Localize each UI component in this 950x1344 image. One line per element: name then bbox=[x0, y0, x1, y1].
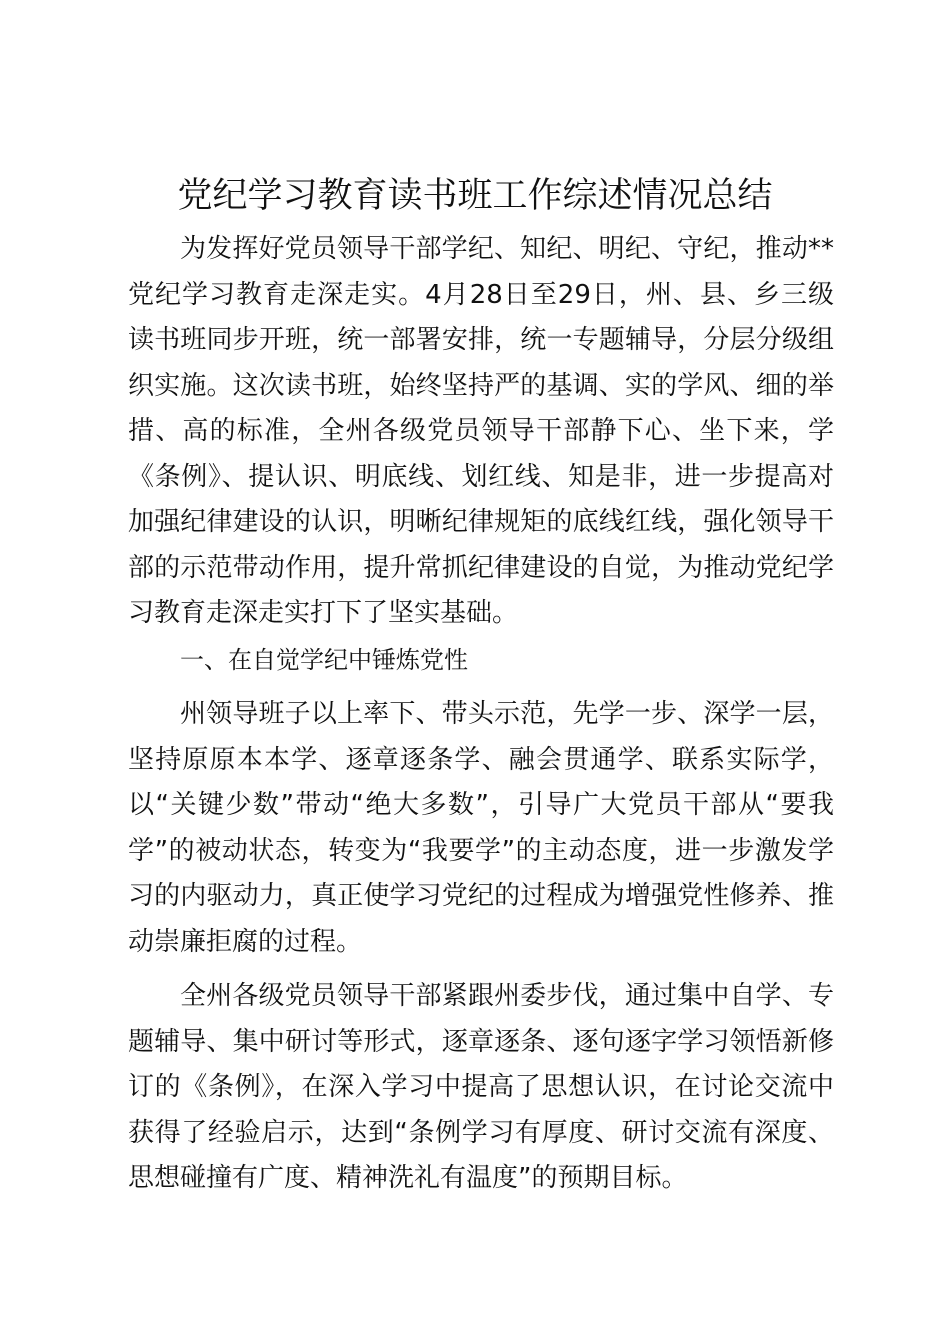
intro-paragraph: 为发挥好党员领导干部学纪、知纪、明纪、守纪，推动**党纪学习教育走深走实。4月28日至29日，州、县、乡三级读书班同步开班，统一部署安排，统一专题辅导，分层分级组织实施。这次读书班，始终坚持严的基调、实的学风、细的举措、高的标准，全州各级党员领导干部静下心、坐下来，学《条例》、提认识、明底线、划红线、知是非，进一步提高对加强纪律建设的认识，明晰纪律规矩的底线红线，强化领导干部的示范带动作用，提升常抓纪律建设的自觉，为推动党纪学习教育走深走实打下了坚实基础。 bbox=[128, 234, 834, 628]
document-title: 党纪学习教育读书班工作综述情况总结 bbox=[177, 176, 773, 216]
section-paragraph: 全州各级党员领导干部紧跟州委步伐，通过集中自学、专题辅导、集中研讨等形式，逐章逐条、逐句逐字学习领悟新修订的《条例》，在深入学习中提高了思想认识，在讨论交流中获得了经验启示，达到“条例学习有厚度、研讨交流有深度、思想碰撞有广度、精神洗礼有温度”的预期目标。 bbox=[128, 981, 834, 1193]
section-paragraph: 州领导班子以上率下、带头示范，先学一步、深学一层，坚持原原本本学、逐章逐条学、融会贯通学、联系实际学，以“关键少数”带动“绝大多数”，引导广大党员干部从“要我学”的被动状态，转变为“我要学”的主动态度，进一步激发学习的内驱动力，真正使学习党纪的过程成为增强党性修养、推动崇廉拒腐的过程。 bbox=[128, 699, 834, 957]
paragraph-gap bbox=[128, 965, 834, 974]
section-heading: 一、在自觉学纪中锤炼党性 bbox=[180, 645, 468, 674]
document-body bbox=[128, 227, 834, 1202]
